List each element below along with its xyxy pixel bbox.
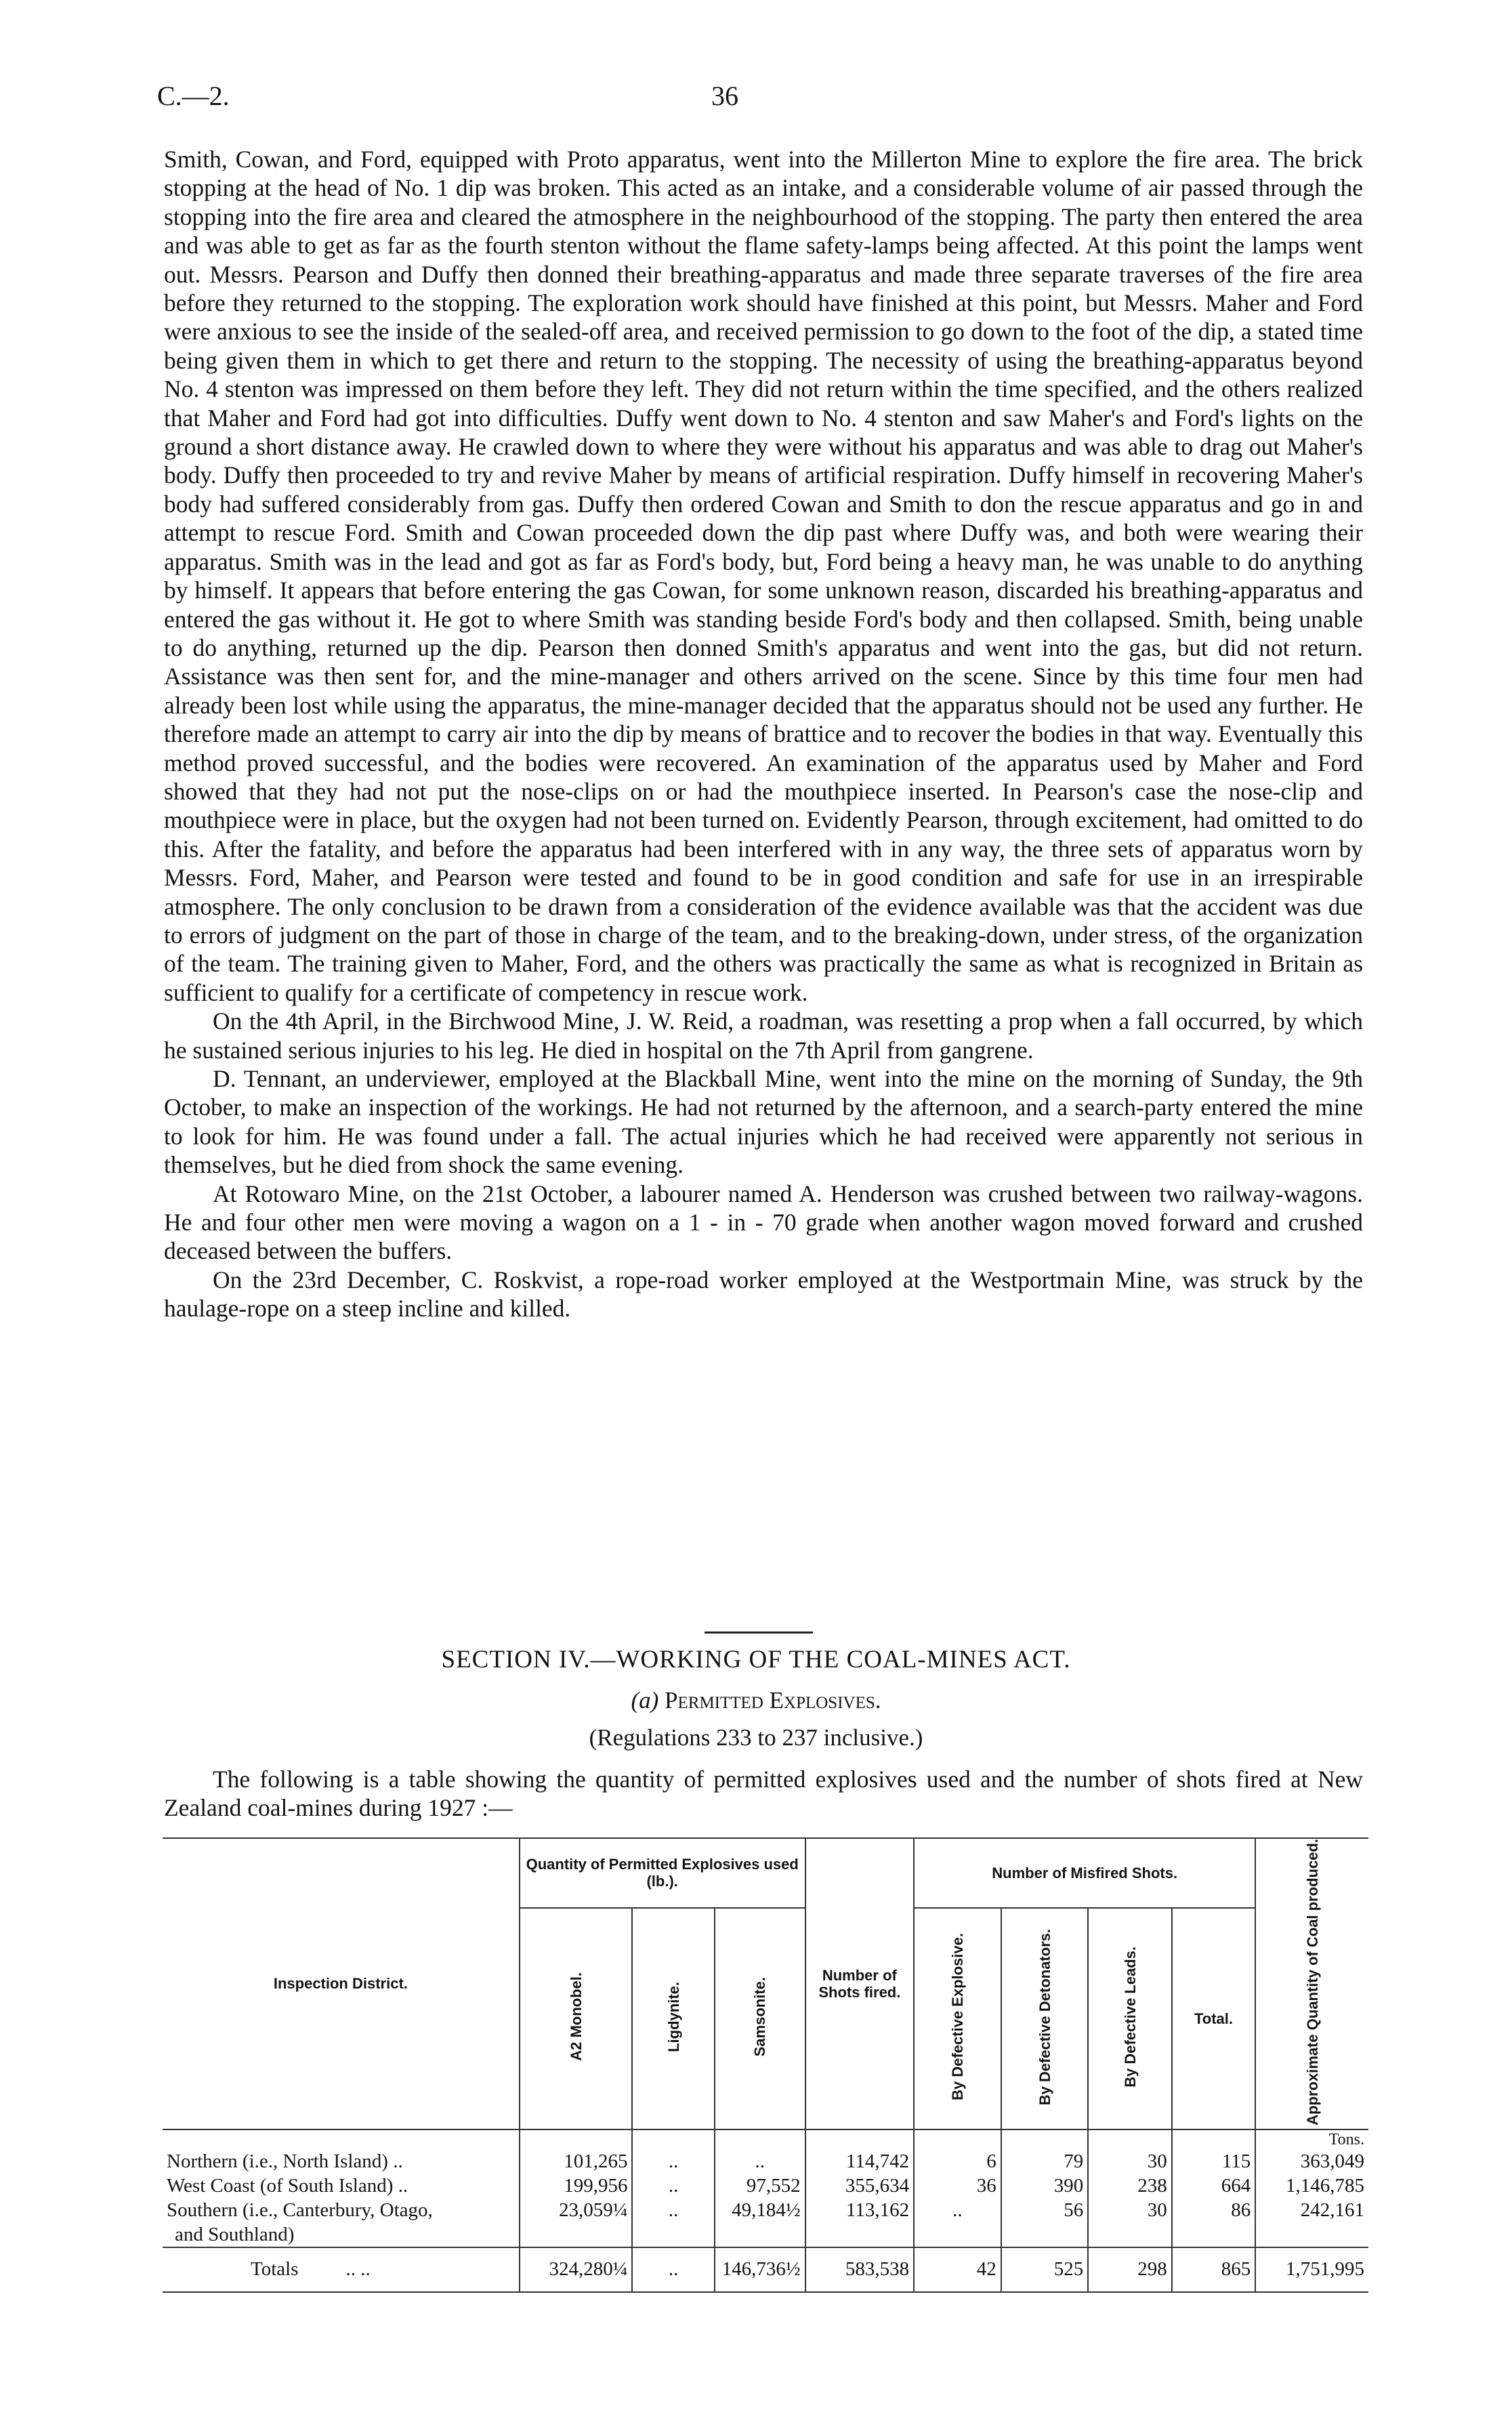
row-district: Southern (i.e., Canterbury, Otago, (167, 2199, 433, 2222)
cell-a2: 199,956 (520, 2174, 633, 2199)
paragraph-westportmain: On the 23rd December, C. Roskvist, a rope-road worker employed at the Westportmain Mine, was struck by the haulage-rope on a steep incline and killed. (164, 1266, 1363, 1323)
cell-shots: 114,742 (805, 2150, 915, 2174)
totals-leader: .. .. (345, 2258, 371, 2281)
table-row (163, 2174, 1368, 2199)
cell-a2: 101,265 (520, 2150, 633, 2174)
table-row (163, 2199, 1368, 2223)
row-leader: .. (398, 2175, 408, 2197)
header-a2-monobel: A2 Monobel. (567, 1972, 585, 2062)
header-coal: Approximate Quantity of Coal produced. (1303, 1839, 1321, 2125)
paragraph-rotowaro: At Rotowaro Mine, on the 21st October, a labourer named A. Henderson was crushed between two railway-wagons. He and four other men were moving a wagon on a 1 - in - 70 grade when another wagon moved forward and crushed deceased between the buffers. (164, 1180, 1363, 1265)
subsection-title (0, 1687, 1512, 1714)
cell-ligdynite: .. (632, 2199, 714, 2223)
cell-leads: 30 (1088, 2199, 1171, 2223)
cell-ligdynite: .. (632, 2174, 714, 2199)
unit-tons: Tons. (1255, 2129, 1368, 2150)
table-intro: The following is a table showing the quantity of permitted explosives used and the number of shots fired at New Zealand coal-mines during 1927 :— (164, 1766, 1363, 1821)
regulations-note: (Regulations 233 to 237 inclusive.) (589, 1724, 923, 1751)
header-district: Inspection District. (163, 1838, 520, 2129)
cell-shots: 355,634 (805, 2174, 915, 2199)
accident-narrative (164, 145, 1363, 1323)
header-defective-leads: By Defective Leads. (1121, 1946, 1139, 2087)
cell-samsonite: 49,184½ (715, 2199, 805, 2223)
cell-total: 86 (1172, 2199, 1256, 2223)
paragraph-birchwood: On the 4th April, in the Birchwood Mine, J. W. Reid, a roadman, was resetting a prop when a fall occurred, by which he sustained serious injuries to his leg. He died in hospital on the 7th April from gangrene. (164, 1007, 1363, 1064)
header-defective-explosive: By Defective Explosive. (948, 1933, 966, 2101)
header-ligdynite: Ligdynite. (665, 1981, 682, 2052)
cell-samsonite: .. (715, 2150, 805, 2174)
page-number: 36 (711, 81, 738, 111)
section-divider (705, 1631, 813, 1634)
total-misfired: 865 (1172, 2247, 1256, 2292)
cell-leads: 30 (1088, 2150, 1171, 2174)
table-row (163, 2150, 1368, 2174)
cell-explosive: 6 (914, 2150, 1001, 2174)
subsection-prefix: (a) (631, 1687, 659, 1713)
cell-explosive: 36 (914, 2174, 1001, 2199)
row-district: West Coast (of South Island) (167, 2175, 394, 2197)
total-explosive: 42 (914, 2247, 1001, 2292)
paragraph-millerton: Smith, Cowan, and Ford, equipped with Proto apparatus, went into the Millerton Mine to explore the fire area. The brick stopping at the head of No. 1 dip was broken. This acted as an intake, and a considerable volume of air passed through the stopping into the fire area and cleared the atmosphere in the neighbourhood of the stopping. The party then entered the area and was able to get as far as the fourth stenton without the flame safety-lamps being affected. At this point the lamps went out. Messrs. Pearson and Duffy then donned their breathing-apparatus and made three separate traverses of the fire area before they returned to the stopping. The exploration work should have finished at this point, but Messrs. Maher and Ford were anxious to see the inside of the sealed-off area, and received permission to go down to the foot of the dip, a stated time being given them in which to get there and return to the stopping. The necessity of using the breathing-apparatus beyond No. 4 stenton was impressed on them before they left. They did not return within the time specified, and the others realized that Maher and Ford had got into difficulties. Duffy went down to No. 4 stenton and saw Maher's and Ford's lights on the ground a short distance away. He crawled down to where they were without his apparatus and was able to drag out Maher's body. Duffy then proceeded to try and revive Maher by means of artificial respiration. Duffy himself in recovering Maher's body had suffered considerably from gas. Duffy then ordered Cowan and Smith to don the rescue apparatus and go in and attempt to rescue Ford. Smith and Cowan proceeded down the dip past where Duffy was, and both were wearing their apparatus. Smith was in the lead and got as far as Ford's body, but, Ford being a heavy man, he was unable to do anything by himself. It appears that before entering the gas Cowan, for some unknown reason, discarded his breathing-apparatus and entered the gas without it. He got to where Smith was standing beside Ford's body and then collapsed. Smith, being unable to do anything, returned up the dip. Pearson then donned Smith's apparatus and went into the gas, but did not return. Assistance was then sent for, and the mine-manager and others arrived on the scene. Since by this time four men had already been lost while using the apparatus, the mine-manager decided that the apparatus should not be used any further. He therefore made an attempt to carry air into the dip by means of brattice and to recover the bodies in that way. Eventually this method proved successful, and the bodies were recovered. An examination of the apparatus used by Maher and Ford showed that they had not put the nose-clips on or had the mouthpiece inserted. In Pearson's case the nose-clip and mouthpiece were in place, but the oxygen had not been turned on. Evidently Pearson, through excitement, had omitted to do this. After the fatality, and before the apparatus had been interfered with in any way, the three sets of apparatus worn by Messrs. Ford, Maher, and Pearson were tested and found to be in good condition and safe for use in an irrespirable atmosphere. The only conclusion to be drawn from a consideration of the evidence available was that the accident was due to errors of judgment on the part of those in charge of the team, and to the breaking-down, under stress, of the organization of the team. The training given to Maher, Ford, and the others was practically the same as what is recognized in Britain as sufficient to qualify for a certificate of competency in rescue work. (164, 146, 1363, 1006)
section-title: SECTION IV.—WORKING OF THE COAL-MINES ACT. (441, 1646, 1071, 1673)
paragraph-blackball: D. Tennant, an underviewer, employed at the Blackball Mine, went into the mine on the morning of Sunday, the 9th October, to make an inspection of the workings. He had not returned by the afternoon, and a search-party entered the mine to look for him. He was found under a fall. The actual injuries which he had received were apparently not serious in themselves, but he died from shock the same evening. (164, 1065, 1363, 1179)
total-samsonite: 146,736½ (715, 2247, 805, 2292)
cell-coal: 1,146,785 (1255, 2174, 1368, 2199)
total-a2: 324,280¼ (520, 2247, 633, 2292)
total-ligdynite: .. (632, 2247, 714, 2292)
cell-explosive: .. (914, 2199, 1001, 2223)
subsection-name: Permitted Explosives. (665, 1687, 881, 1713)
total-coal: 1,751,995 (1255, 2247, 1368, 2292)
header-misfired: Number of Misfired Shots. (914, 1838, 1255, 1908)
cell-a2: 23,059¼ (520, 2199, 633, 2223)
cell-detonators: 79 (1001, 2150, 1089, 2174)
cell-total: 115 (1172, 2150, 1256, 2174)
cell-leads: 238 (1088, 2174, 1171, 2199)
total-leads: 298 (1088, 2247, 1171, 2292)
totals-label: Totals (251, 2258, 299, 2281)
document-reference: C.—2. (157, 81, 230, 111)
totals-row (163, 2247, 1368, 2292)
row-district-continued: and Southland) (175, 2223, 295, 2245)
total-detonators: 525 (1001, 2247, 1089, 2292)
cell-shots: 113,162 (805, 2199, 915, 2223)
cell-detonators: 56 (1001, 2199, 1089, 2223)
total-shots: 583,538 (805, 2247, 915, 2292)
cell-coal: 363,049 (1255, 2150, 1368, 2174)
row-leader: .. (393, 2150, 403, 2173)
cell-samsonite: 97,552 (715, 2174, 805, 2199)
cell-ligdynite: .. (632, 2150, 714, 2174)
cell-detonators: 390 (1001, 2174, 1089, 2199)
row-district: Northern (i.e., North Island) (167, 2150, 388, 2173)
header-shots: Number of Shots fired. (805, 1838, 915, 2129)
header-quantity: Quantity of Permitted Explosives used (lb.). (520, 1838, 805, 1908)
cell-total: 664 (1172, 2174, 1256, 2199)
cell-coal: 242,161 (1255, 2199, 1368, 2223)
header-total: Total. (1172, 1908, 1256, 2129)
header-defective-detonators: By Defective Detonators. (1036, 1928, 1053, 2106)
header-samsonite: Samsonite. (751, 1977, 769, 2057)
explosives-table (163, 1837, 1368, 2281)
